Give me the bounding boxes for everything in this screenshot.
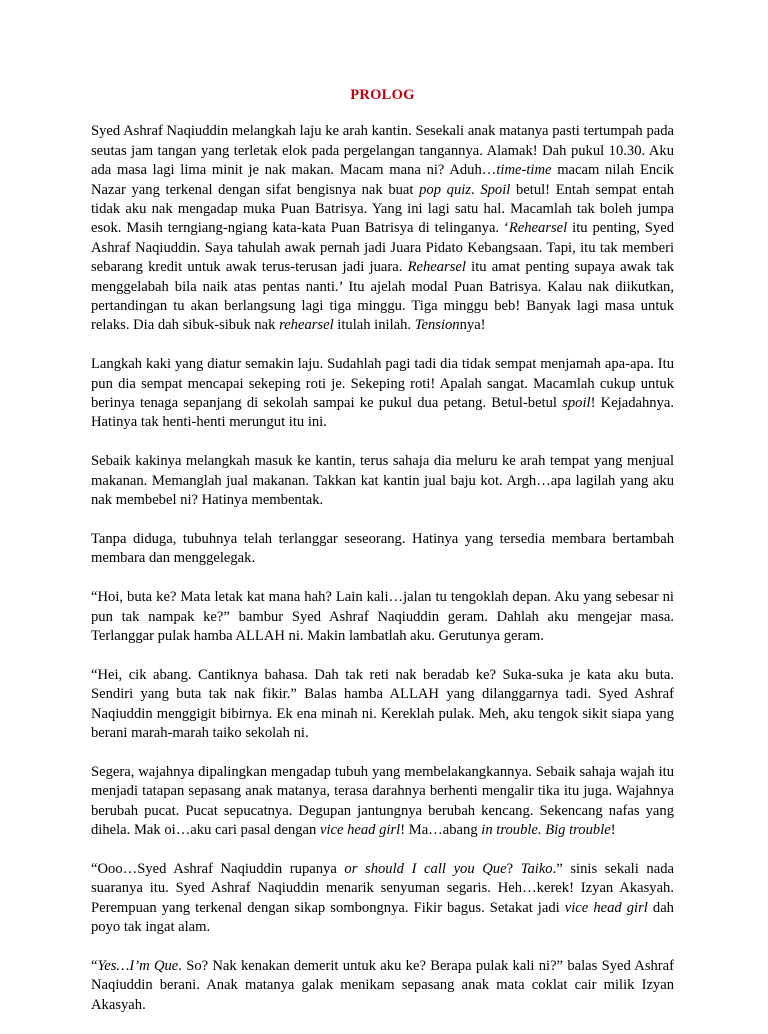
paragraph bbox=[91, 530, 674, 569]
paragraph bbox=[91, 588, 674, 646]
paragraph bbox=[91, 355, 674, 433]
text-run: “ bbox=[91, 957, 98, 974]
text-run: “Hoi, buta ke? Mata letak kat mana hah? Lain kali…jalan tu tengoklah depan. Aku yang sebesar ni pun tak nampak ke?” bambur Syed Ashraf Naqiuddin geram. Dahlah aku mengejar masa. Terlanggar pulak hamba ALLAH ni. Makin lambatlah aku. Gerutunya geram. bbox=[91, 589, 674, 644]
text-run: Tanpa diduga, tubuhnya telah terlanggar seseorang. Hatinya yang tersedia membara bertambah membara dan menggelegak. bbox=[91, 530, 674, 567]
paragraph bbox=[91, 452, 674, 510]
text-run: itu penting, Syed Ashraf Naqiuddin. Saya tahulah awak pernah jadi Juara Pidato Kebangsaan. Tapi, itu tak memberi sebarang kredit untuk awak terus-terusan jadi juara. bbox=[91, 220, 674, 276]
paragraph bbox=[91, 860, 674, 938]
italic-text-run: in trouble. Big trouble bbox=[481, 821, 611, 838]
italic-text-run: or should I call you Que bbox=[344, 860, 507, 877]
italic-text-run: pop quiz bbox=[419, 181, 472, 198]
text-run: ! bbox=[610, 821, 616, 838]
text-run: Segera, wajahnya dipalingkan mengadap tubuh yang membelakangkannya. Sebaik sahaja wajah itu menjadi tatapan sepasang anak matanya, terasa darahnya berhenti mengalir tika itu juga. Wajahnya berubah pucat. Pucat sepucatnya. Degupan jantungnya berubah kencang. Sekencang nafas yang dihela. Mak oi…aku cari pasal dengan bbox=[91, 763, 674, 838]
paragraph bbox=[91, 763, 674, 841]
italic-text-run: spoil bbox=[562, 395, 591, 412]
italic-text-run: Spoil bbox=[480, 181, 511, 198]
text-run: itu amat penting supaya awak tak menggelabah bila naik atas pentas nanti.’ Itu ajelah modal Puan Batrisya. Kalau nak diikutkan, pertandingan tu akan berlangsung lagi tiga minggu. Tiga minggu beb! Banyak lagi masa untuk relaks. Dia dah sibuk-sibuk nak bbox=[91, 259, 674, 334]
page-title: PROLOG bbox=[350, 87, 415, 103]
italic-text-run: Tension bbox=[414, 317, 460, 334]
text-run: ! Ma…abang bbox=[400, 821, 482, 838]
text-run: “Ooo…Syed Ashraf Naqiuddin rupanya bbox=[91, 860, 345, 877]
text-run: macam nilah Encik Nazar yang terkenal dengan sifat bengisnya nak buat bbox=[91, 162, 674, 198]
italic-text-run: vice head girl bbox=[564, 899, 648, 916]
italic-text-run: time-time bbox=[496, 162, 552, 179]
paragraph bbox=[91, 666, 674, 744]
text-run: dah poyo tak ingat alam. bbox=[91, 899, 674, 935]
text-run: nya! bbox=[459, 317, 486, 334]
text-run: Syed Ashraf Naqiuddin melangkah laju ke arah kantin. Sesekali anak matanya pasti tertumpah pada seutas jam tangan yang terletak elok pada pergelangan tangannya. Alamak! Dah pukul 10.30. Aku ada masa lagi lima minit je nak makan. Macam mana ni? Aduh… bbox=[91, 123, 674, 179]
text-run: .” sinis sekali nada suaranya itu. Syed Ashraf Naqiuddin menarik senyuman segaris. Heh…kerek! Izyan Akasyah. Perempuan yang terkenal dengan sikap sombongnya. Fikir bagus. Setakat jadi bbox=[91, 860, 674, 916]
italic-text-run: rehearsel bbox=[279, 317, 334, 334]
text-run: ! Kejadahnya. Hatinya tak henti-henti merungut itu ini. bbox=[91, 395, 674, 431]
document-body bbox=[91, 122, 674, 1015]
italic-text-run: Yes…I’m Que bbox=[97, 957, 179, 974]
text-run: ? bbox=[506, 860, 521, 877]
text-run: . bbox=[471, 181, 481, 198]
italic-text-run: Rehearsel bbox=[508, 220, 568, 237]
text-run: itulah inilah. bbox=[333, 317, 415, 334]
text-run: “Hei, cik abang. Cantiknya bahasa. Dah tak reti nak beradab ke? Suka-suka je kata aku buta. Sendiri yang buta tak nak fikir.” Balas hamba ALLAH yang dilanggarnya tadi. Syed Ashraf Naqiuddin menggigit bibirnya. Ek ena minah ni. Kereklah pulak. Meh, aku tengok sikit siapa yang berani marah-marah taiko sekolah ni. bbox=[91, 666, 674, 741]
italic-text-run: vice head girl bbox=[319, 821, 401, 838]
italic-text-run: Rehearsel bbox=[407, 259, 466, 276]
text-run: betul! Entah sempat entah tidak aku nak mengadap muka Puan Batrisya. Yang ini lagi satu hal. Macamlah tak boleh jumpa esok. Masih terngiang-ngiang kata-kata Puan Batrisya di telinganya. ‘ bbox=[91, 181, 674, 237]
text-run: Langkah kaki yang diatur semakin laju. Sudahlah pagi tadi dia tidak sempat menjamah apa-apa. Itu pun dia sempat mencapai sekeping roti je. Sekeping roti! Apalah sangat. Macamlah cukup untuk berinya tenaga sepanjang di sekolah sampai ke pukul dua petang. Betul-betul bbox=[91, 356, 674, 412]
italic-text-run: Taiko bbox=[520, 860, 553, 877]
paragraph bbox=[91, 957, 674, 1015]
text-run: . So? Nak kenakan demerit untuk aku ke? Berapa pulak kali ni?” balas Syed Ashraf Naqiuddin berani. Anak matanya galak menikam sepasang anak mata coklat cair milik Izyan Akasyah. bbox=[91, 957, 674, 1013]
text-run: Sebaik kakinya melangkah masuk ke kantin, terus sahaja dia meluru ke arah tempat yang menjual makanan. Memanglah jual makanan. Takkan kat kantin jual baju kot. Argh…apa lagilah yang aku nak membebel ni? Hatinya membentak. bbox=[91, 453, 674, 509]
paragraph bbox=[91, 122, 674, 335]
document-page bbox=[91, 86, 674, 1034]
